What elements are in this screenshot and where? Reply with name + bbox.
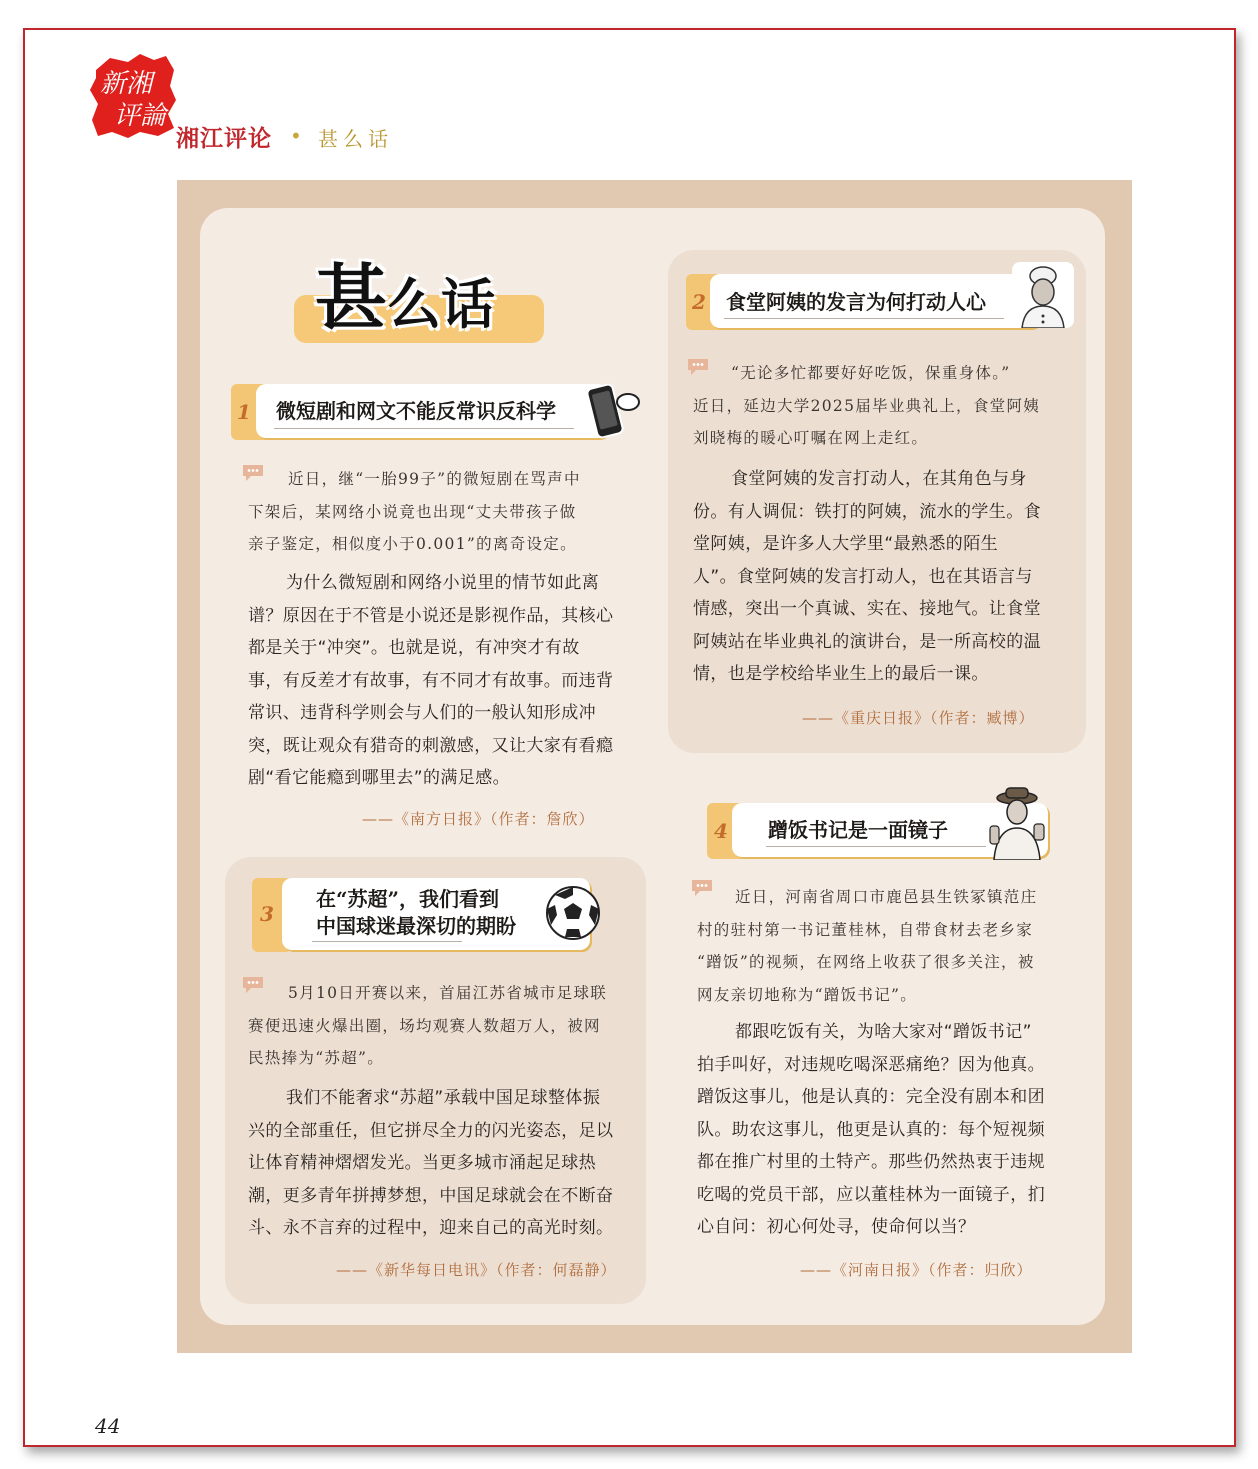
article-1-lead xyxy=(248,463,628,561)
article-4-title: 蹭饭书记是一面镜子 xyxy=(768,818,948,842)
lead-line: “蹭饭”的视频，在网络上收获了很多关注，被 xyxy=(697,953,1035,971)
lead-line: 刘晓梅的暖心叮嘱在网上走红。 xyxy=(693,429,929,447)
body-line: 份。有人调侃：铁打的阿姨，流水的学生。食 xyxy=(693,501,1041,522)
article-4-title-underline xyxy=(766,846,986,847)
body-line: 蹭饭这事儿，他是认真的：完全没有剧本和团 xyxy=(697,1087,1045,1107)
page-number: 44 xyxy=(95,1414,121,1438)
article-2-source: ——《重庆日报》（作者：臧博） xyxy=(802,709,1035,727)
article-2-title-underline xyxy=(724,318,1004,319)
article-4-lead xyxy=(697,881,1077,1011)
lead-line: 民热捧为“苏超”。 xyxy=(248,1049,385,1067)
article-4-body xyxy=(697,1016,1077,1244)
article-4-number: 4 xyxy=(714,819,728,843)
body-line: 食堂阿姨的发言打动人，在其角色与身 xyxy=(731,469,1027,489)
body-line: 让体育精神熠熠发光。当更多城市涌起足球热 xyxy=(248,1153,596,1173)
lead-line: 近日，继“一胎99子”的微短剧在骂声中 xyxy=(288,470,581,488)
article-3-title-line-1: 在“苏超”，我们看到 xyxy=(316,887,500,911)
article-2-body xyxy=(693,463,1073,691)
body-line: 我们不能奢求“苏超”承载中国足球整体振 xyxy=(286,1088,601,1108)
article-3-title-underline xyxy=(312,941,462,942)
body-line: 都在推广村里的土特产。那些仍然热衷于违规 xyxy=(697,1152,1045,1172)
lead-line: 网友亲切地称为“蹭饭书记”。 xyxy=(697,985,918,1004)
body-line: 情感，突出一个真诚、实在、接地气。让食堂 xyxy=(693,599,1041,619)
body-line: 心自问：初心何处寻，使命何以当？ xyxy=(697,1217,976,1237)
lead-line: 下架后，某网络小说竟也出现“丈夫带孩子做 xyxy=(248,502,577,521)
lead-line: 村的驻村第一书记董桂林，自带食材去老乡家 xyxy=(697,920,1034,939)
body-line: 斗、永不言弃的过程中，迎来自己的高光时刻。 xyxy=(248,1218,614,1238)
lead-line: 近日，河南省周口市鹿邑县生铁冢镇范庄 xyxy=(735,888,1038,906)
smartphone-icon xyxy=(584,380,640,440)
article-2-number: 2 xyxy=(692,290,706,314)
body-line: 事，有反差才有故事，有不同才有故事。而违背 xyxy=(248,670,614,691)
article-1-title-underline xyxy=(274,428,574,429)
body-line: 都是关于“冲突”。也就是说，有冲突才有故 xyxy=(248,638,580,658)
svg-text:新湘: 新湘 xyxy=(100,69,153,99)
lead-line: 近日，延边大学2025届毕业典礼上，食堂阿姨 xyxy=(693,396,1041,415)
body-line: 兴的全部重任，但它拼尽全力的闪光姿态，足以 xyxy=(248,1120,614,1141)
header-separator: • xyxy=(290,124,302,148)
body-line: 剧“看它能瘾到哪里去”的满足感。 xyxy=(248,768,511,788)
header-subtitle: 甚么话 xyxy=(318,127,393,151)
body-line: 为什么微短剧和网络小说里的情节如此离 xyxy=(286,573,600,593)
seal-logo-icon xyxy=(88,52,178,140)
chef-portrait-icon xyxy=(1012,262,1074,328)
article-1-number: 1 xyxy=(237,400,251,424)
article-4-source: ——《河南日报》（作者：归欣） xyxy=(800,1261,1033,1279)
svg-text:评論: 评論 xyxy=(114,101,167,131)
header-title: 湘江评论 xyxy=(176,126,272,152)
lead-line: 亲子鉴定，相似度小于0.001”的离奇设定。 xyxy=(248,535,577,553)
soccer-ball-icon xyxy=(545,885,601,941)
body-line: 堂阿姨，是许多人大学里“最熟悉的陌生 xyxy=(693,534,999,554)
farmer-portrait-icon xyxy=(984,782,1050,860)
article-1-source: ——《南方日报》（作者：詹欣） xyxy=(362,810,595,828)
lead-line: “无论多忙都要好好吃饭，保重身体。” xyxy=(731,364,1011,382)
lead-line: 赛便迅速火爆出圈，场均观赛人数超万人，被网 xyxy=(248,1016,601,1035)
article-2-lead xyxy=(693,357,1073,455)
article-2-title: 食堂阿姨的发言为何打动人心 xyxy=(726,290,986,314)
article-3-lead xyxy=(248,977,628,1075)
article-3-body xyxy=(248,1082,633,1245)
body-line: 谱？原因在于不管是小说还是影视作品，其核心 xyxy=(248,605,614,626)
body-line: 人”。食堂阿姨的发言打动人，也在其语言与 xyxy=(693,566,1033,587)
body-line: 拍手叫好，对违规吃喝深恶痛绝？因为他真。 xyxy=(697,1054,1045,1075)
body-line: 潮，更多青年拼搏梦想，中国足球就会在不断奋 xyxy=(248,1185,614,1206)
main-title-first-char: 甚 xyxy=(315,255,388,340)
body-line: 阿姨站在毕业典礼的演讲台，是一所高校的温 xyxy=(693,631,1041,652)
article-1-title: 微短剧和网文不能反常识反科学 xyxy=(276,399,556,423)
lead-line: 5月10日开赛以来，首届江苏省城市足球联 xyxy=(288,984,608,1002)
body-line: 队。助农这事儿，他更是认真的：每个短视频 xyxy=(697,1119,1045,1140)
main-title xyxy=(315,240,495,344)
body-line: 情，也是学校给毕业生上的最后一课。 xyxy=(693,664,989,684)
article-3-title-line-2: 中国球迷最深切的期盼 xyxy=(316,914,516,938)
article-3-number: 3 xyxy=(260,902,274,926)
article-1-body xyxy=(248,567,633,795)
article-3-source: ——《新华每日电讯》（作者：何磊静） xyxy=(336,1261,617,1279)
body-line: 都跟吃饭有关，为啥大家对“蹭饭书记” xyxy=(735,1022,1032,1042)
body-line: 吃喝的党员干部，应以董桂林为一面镜子，扪 xyxy=(697,1184,1045,1205)
body-line: 突，既让观众有猎奇的刺激感，又让大家有看瘾 xyxy=(248,735,614,756)
main-title-rest: 么话 xyxy=(387,272,496,336)
body-line: 常识、违背科学则会与人们的一般认知形成冲 xyxy=(248,703,596,723)
